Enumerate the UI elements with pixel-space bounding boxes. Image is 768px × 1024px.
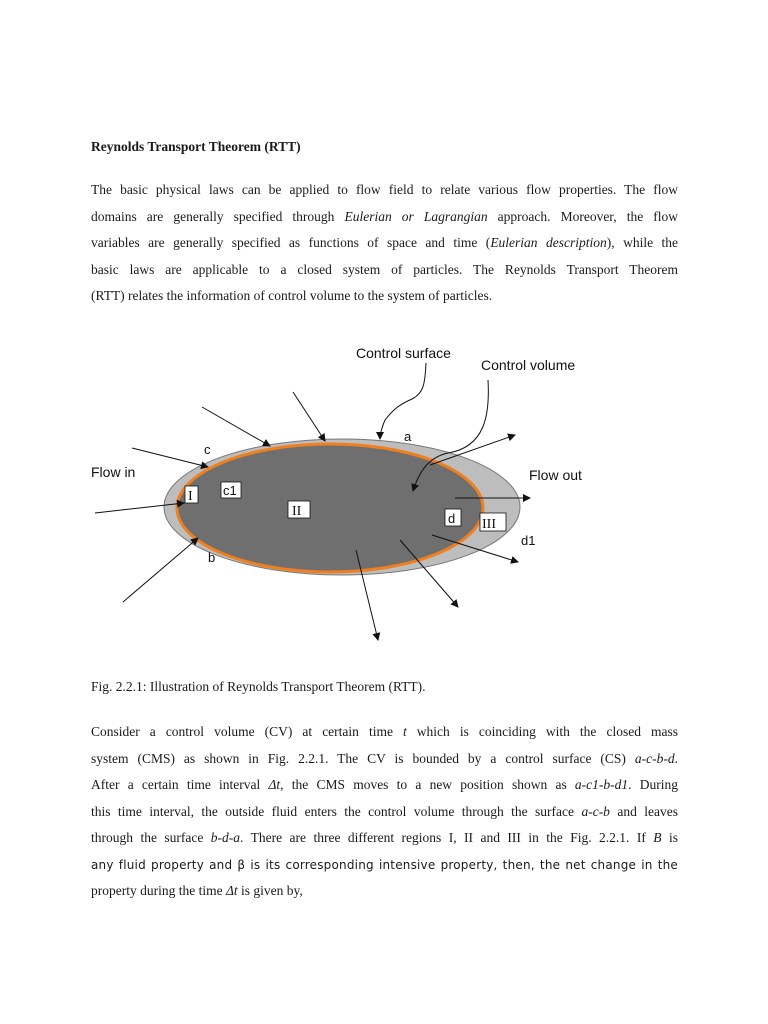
italic-term: a-c-b (581, 803, 610, 819)
text-run: which is coinciding with the closed mass (406, 724, 678, 739)
text-line (91, 230, 678, 257)
control-surface-leader (380, 363, 426, 439)
text-line (91, 177, 678, 204)
italic-term: t (402, 724, 407, 739)
text-run: . There are three different regions I, II and III in the Fig. 2.2.1. If (240, 830, 654, 845)
text-run: , the CMS moves to a new position shown as (280, 777, 575, 792)
text-run: . (674, 750, 678, 766)
inflow-arrow (202, 407, 270, 446)
text-run: is (661, 830, 678, 845)
inflow-arrow (123, 538, 198, 602)
rtt-figure (80, 335, 620, 655)
italic-term: a-c-b-d (634, 750, 675, 766)
text-run: basic laws are applicable to a closed system of particles. The Reynolds Transport Theorem (91, 261, 678, 277)
text-run: . During (628, 777, 678, 792)
text-run: The basic physical laws can be applied to flow field to relate various flow properties. The flow (91, 182, 678, 197)
region-1-label: I (188, 489, 193, 504)
point-d1-label: d1 (521, 533, 536, 548)
text-run: property during the time (91, 883, 226, 898)
text-run: Consider a control volume (CV) at certain time (91, 724, 403, 739)
italic-term: Eulerian or Lagrangian (344, 208, 488, 224)
point-b-label: b (208, 550, 216, 565)
text-line (91, 719, 678, 746)
text-line (91, 825, 678, 852)
flow-in-label: Flow in (91, 464, 136, 480)
intro-paragraph (91, 177, 678, 310)
text-run: any fluid property and β is its corresponding intensive property, then, the net change in the (91, 857, 678, 872)
text-line (91, 878, 678, 905)
italic-term: B (653, 830, 662, 845)
text-run: system (CMS) as shown in Fig. 2.2.1. The CV is bounded by a control surface (CS) (91, 750, 635, 766)
text-run: and leaves (609, 803, 678, 819)
inflow-arrow (293, 392, 325, 441)
text-run: After a certain time interval (91, 777, 269, 792)
figure-caption: Fig. 2.2.1: Illustration of Reynolds Transport Theorem (RTT). (91, 679, 426, 694)
italic-term: Eulerian description (490, 235, 607, 250)
italic-term: Δt (225, 883, 238, 898)
text-run: domains are generally specified through (91, 208, 345, 224)
text-line (91, 283, 678, 310)
inflow-arrow (132, 448, 208, 467)
control-surface-label: Control surface (356, 345, 451, 361)
point-a-label: a (404, 429, 412, 444)
text-line (91, 799, 678, 826)
italic-term: b-d-a (210, 830, 241, 845)
flow-out-label: Flow out (529, 467, 582, 483)
text-line (91, 257, 678, 284)
text-run: through the surface (91, 830, 211, 845)
text-line (91, 772, 678, 799)
point-c-label: c (204, 442, 211, 457)
control-volume-ellipse (177, 444, 483, 572)
text-run: is given by, (237, 883, 303, 898)
italic-term: Δt (268, 777, 281, 792)
text-run: this time interval, the outside fluid enters the control volume through the surface (91, 803, 582, 819)
region-2-label: II (292, 504, 302, 519)
point-d-label: d (448, 511, 456, 526)
text-line (91, 852, 678, 879)
text-line (91, 746, 678, 773)
text-run: approach. Moreover, the flow (487, 208, 678, 224)
control-volume-label: Control volume (481, 357, 576, 373)
text-run: ), while the (606, 235, 678, 250)
italic-term: a-c1-b-d1 (574, 777, 629, 792)
point-c1-label: c1 (223, 483, 237, 498)
text-line (91, 204, 678, 231)
explanation-paragraph (91, 719, 678, 905)
text-run: variables are generally specified as functions of space and time ( (91, 235, 491, 250)
text-run: (RTT) relates the information of control volume to the system of particles. (91, 288, 493, 303)
region-3-label: III (482, 517, 496, 532)
section-title: Reynolds Transport Theorem (RTT) (91, 139, 301, 154)
